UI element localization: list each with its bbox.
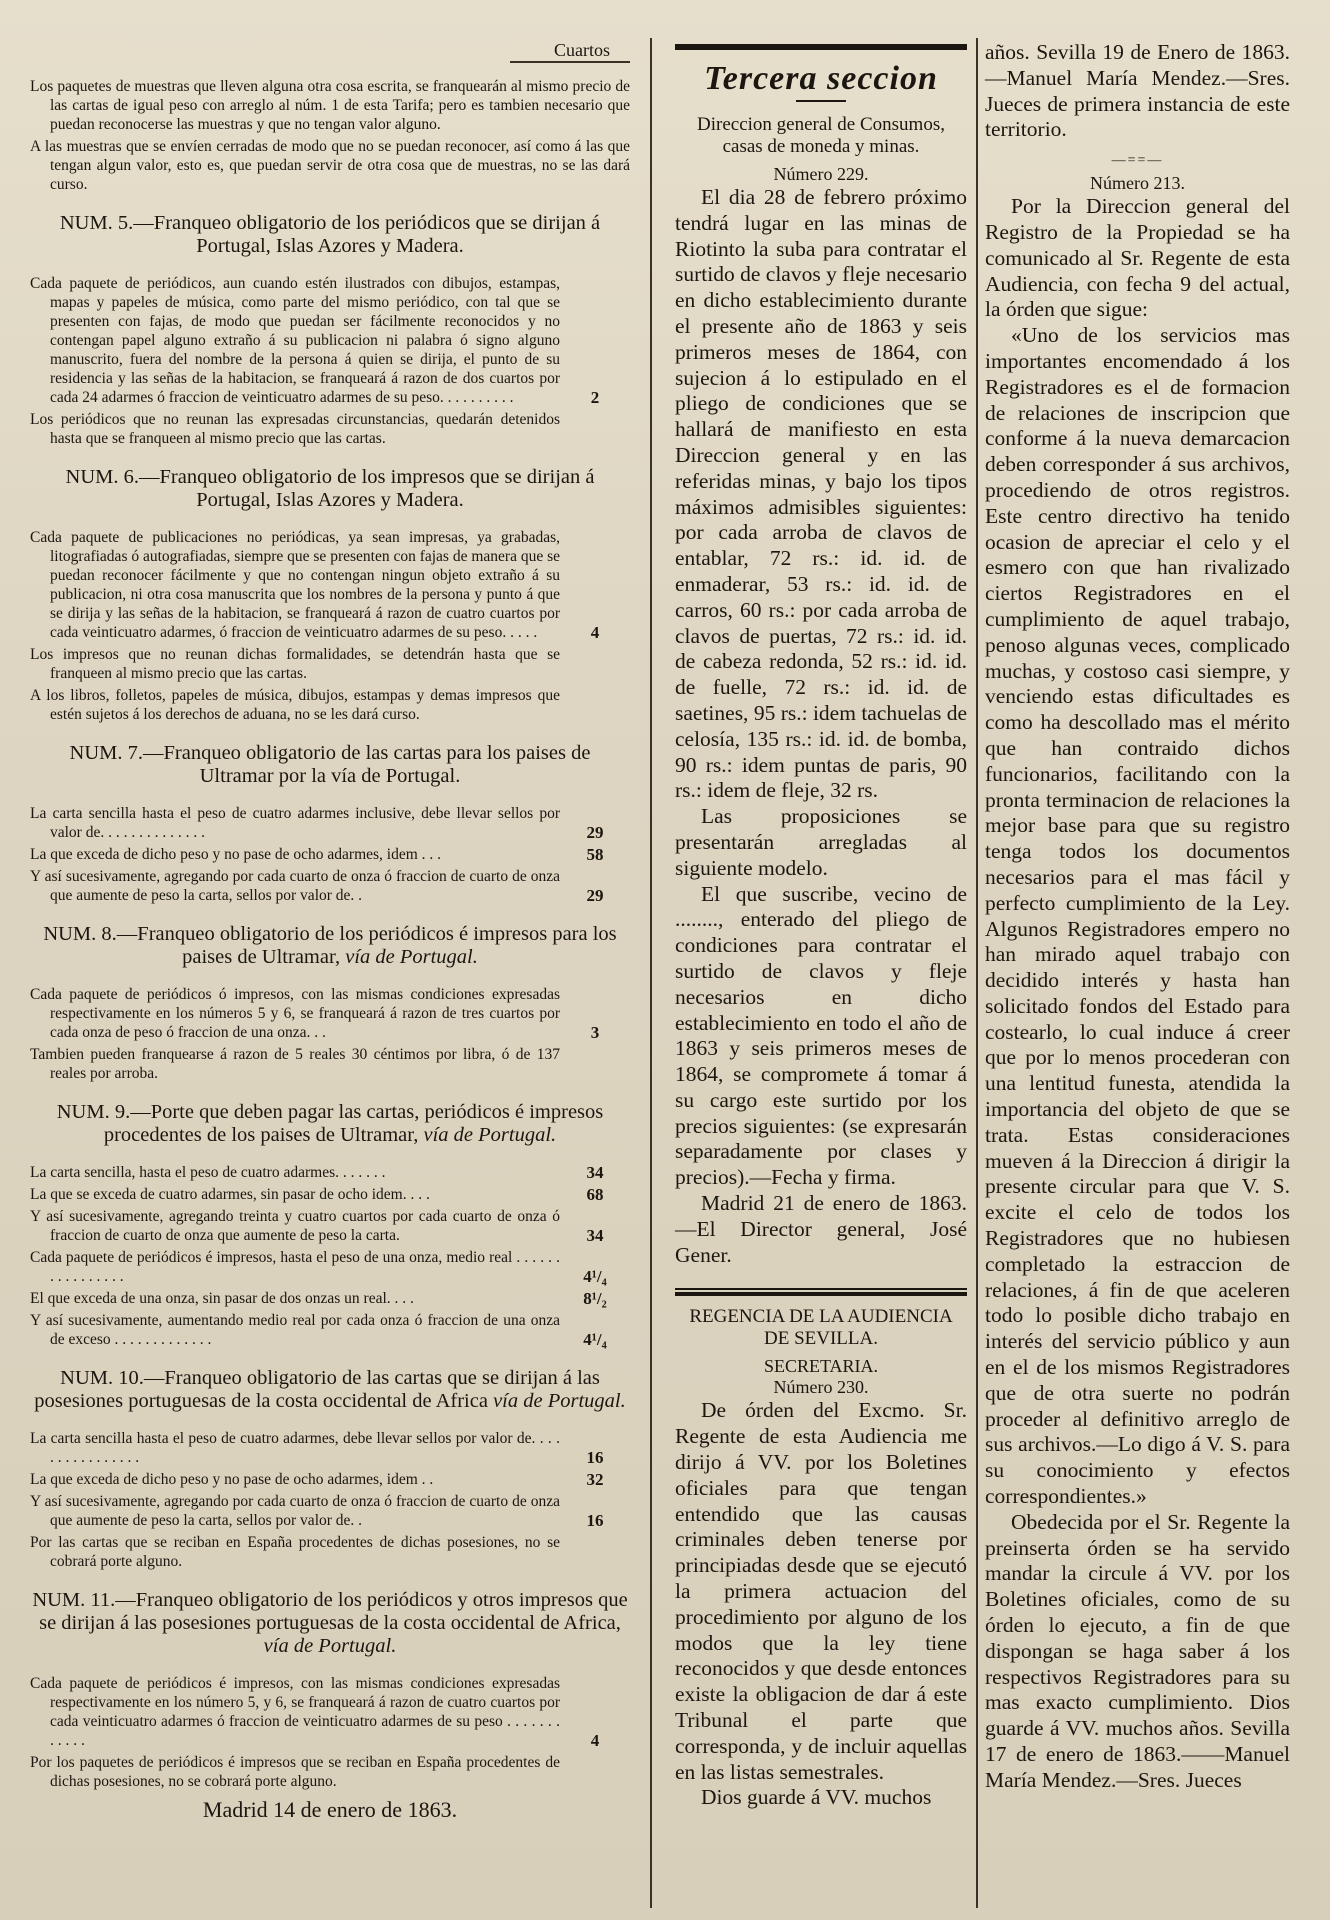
tariff-row [30, 1470, 630, 1489]
tariff-value: 8¹/₂ [583, 1289, 607, 1308]
tariff-value: 3 [590, 1023, 600, 1042]
title-rule [796, 100, 846, 102]
intro-line: Los paquetes de muestras que lleven alguna otra cosa escrita, se franquearán al mismo precio de las cartas de igual peso con arreglo al núm. 1 de esta Tarifa; pero es tambien necesario que puedan reconocerse las muestras y que no tengan valor alguno. [30, 78, 630, 133]
tariff-text: La que exceda de dicho peso y no pase de ocho adarmes, idem . . . [30, 846, 442, 863]
intro-block [30, 77, 630, 194]
double-rule [675, 1288, 967, 1296]
tariff-value: 4 [590, 1731, 600, 1750]
notice-229 [675, 185, 967, 1268]
tariff-value: 16 [586, 1511, 604, 1530]
tariff-text: El que exceda de una onza, sin pasar de dos onzas un real. . . . [30, 1290, 414, 1307]
tariff-row [30, 274, 630, 407]
notice-number: Número 230. [773, 1377, 869, 1398]
tariff-text: Los impresos que no reunan dichas formalidades, se detendrán hasta que se franqueen al mismo precio que las cartas. [30, 646, 560, 682]
tariff-row [30, 410, 630, 448]
notice-paragraph: «Uno de los servicios mas importantes encomendado á los Registradores es el de formacion de relaciones de inscripcion que conforme á la nueva demarcacion deben corresponder á sus archivos, procediendo de otros registros. Este centro directivo ha tenido ocasion de apreciar el celo y el esmero con que han rivalizado ciertos Registradores en el cumplimiento de aquel trabajo, penoso algunas veces, complicado muchas, y costoso casi siempre, y venciendo estas dificultades es como ha descollado mas el mérito que han contraido dichos funcionarios, facilitando con la pronta terminacion de relaciones la mejor base para que su registro tenga todos los documentos necesarios para el mas fácil y perfecto cumplimiento de la Ley. Algunos Registradores empero no han mirado aquel trabajo con decidido interés y hasta han solicitado fondos del Estado para costearlo, lo cual induce á creer que por lo menos procederan con una lentitud funesta, atendida la importancia del objeto de que se trata. Estas consideraciones mueven á la Direccion á dirigir la presente circular para que V. S. excite el celo de todos los Registradores que no hubiesen completado la estraccion de relaciones, á fin de que aceleren todo lo posible dicho trabajo en interés del servicio público y aun en el de los mismos Registradores que de otra suerte no podrán proceder al definitivo arreglo de sus archivos.—Lo digo á V. S. para su conocimiento y efectos correspondientes.» [985, 323, 1290, 1509]
column-rule-left [650, 38, 652, 1908]
num10-heading: NUM. 10.—Franqueo obligatorio de las cartas que se dirijan á las posesiones portuguesas de la costa occidental de Africa vía de Portugal. [34, 1367, 626, 1412]
tariff-text: Cada paquete de publicaciones no periódicas, ya sean impresas, ya grabadas, litografiadas ó autografiadas, siempre que se presenten con fajas de manera que se puedan reconocer fácilmente y que no contengan ningun objeto extraño á su publicacion, ni otra cosa manuscrita que los nombres de la persona y punto á que se dirija y las señas de la habitacion, se franqueará á razon de cuatro cuartos por cada veinticuatro adarmes, ó fraccion de veinticuatro adarmes de su peso. . . . . [30, 529, 560, 641]
notice-213 [985, 194, 1290, 1793]
tariff-text: Cada paquete de periódicos ó impresos, con las mismas condiciones expresadas respectivamente en los números 5 y 6, se franqueará á razon de tres cuartos por cada onza de peso ó fraccion de una onza. . . [30, 986, 560, 1041]
tariff-value: 4 [590, 623, 600, 642]
column-rule-right [976, 38, 978, 1908]
secretaria-label: SECRETARIA. [763, 1356, 879, 1377]
tariff-text: Por los paquetes de periódicos é impresos que se reciban en España procedentes de dichas posesiones, no se cobrará porte alguno. [30, 1754, 560, 1790]
tariff-row [30, 1533, 630, 1571]
notice-number: Número 213. [1090, 173, 1185, 194]
tariff-text: Cada paquete de periódicos é impresos, hasta el peso de una onza, medio real . . . . . . . . . . . . . . . . [30, 1249, 560, 1285]
tariff-text: Y así sucesivamente, agregando treinta y cuatro cuartos por cada cuarto de onza ó fraccion de cuarto de onza que aumente de peso la carta. [30, 1208, 560, 1244]
num11-items [30, 1674, 630, 1791]
tariff-row [30, 1674, 630, 1750]
tariff-footer: Madrid 14 de enero de 1863. [202, 1797, 458, 1822]
notice-paragraph: El dia 28 de febrero próximo tendrá lugar en las minas de Riotinto la suba para contratar el surtido de clavos y fleje necesario en dicho establecimiento durante el presente año de 1863 y seis primeros meses de 1864, con sujecion á lo estipulado en el pliego de condiciones que se hallará de manifiesto en esta Direccion general y en las referidas minas, y bajo los tipos máximos admisibles siguientes: por cada arroba de clavos de entablar, 72 rs.: id. id. de enmaderar, 53 rs.: id. id. de carros, 60 rs.: por cada arroba de clavos de puertas, 72 rs.: id. id. de cabeza redonda, 52 rs.: id. id. de fuelle, 72 rs.: id. id. de saetines, 95 rs.: idem tachuelas de celosía, 135 rs.: id. id. de bomba, 90 rs.: idem puntas de paris, 90 rs.: idem de fleje, 32 rs. [675, 185, 967, 803]
num8-items [30, 985, 630, 1083]
num8-heading: NUM. 8.—Franqueo obligatorio de los periódicos é impresos para los paises de Ultramar, vía de Portugal. [43, 923, 617, 968]
tariff-value: 29 [586, 886, 604, 905]
notice-paragraph: Las proposiciones se presentarán arregladas al siguiente modelo. [675, 804, 967, 880]
top-rule [675, 44, 967, 50]
tariff-value: 68 [586, 1185, 604, 1204]
num9-heading: NUM. 9.—Porte que deben pagar las cartas, periódicos é impresos procedentes de los paises de Ultramar, vía de Portugal. [56, 1101, 604, 1146]
middle-column [675, 40, 967, 1811]
tariff-value: 34 [586, 1163, 604, 1182]
tariff-text: Tambien pueden franquearse á razon de 5 reales 30 céntimos por libra, ó de 137 reales por arroba. [30, 1046, 560, 1082]
tariff-row [30, 985, 630, 1042]
tariff-text: La que exceda de dicho peso y no pase de ocho adarmes, idem . . [30, 1471, 434, 1488]
tariff-value: 32 [586, 1470, 604, 1489]
tariff-text: La que se exceda de cuatro adarmes, sin pasar de ocho idem. . . . [30, 1186, 430, 1203]
tariff-row [30, 804, 630, 842]
tariff-row [30, 1185, 630, 1204]
tariff-value: 4¹/₄ [583, 1330, 607, 1349]
notice-paragraph: Madrid 21 de enero de 1863. —El Director general, José Gener. [675, 1191, 967, 1267]
tariff-value: 34 [586, 1226, 604, 1245]
tariff-text: La carta sencilla hasta el peso de cuatro adarmes inclusive, debe llevar sellos por valor de. . . . . . . . . . . . . . [30, 805, 560, 841]
tariff-row [30, 1429, 630, 1467]
num9-items [30, 1163, 630, 1349]
tariff-row [30, 645, 630, 683]
tariff-text: Y así sucesivamente, agregando por cada cuarto de onza ó fraccion de cuarto de onza que aumente de peso la carta, sellos por valor de. . [30, 1493, 560, 1529]
tariff-row [30, 845, 630, 864]
tariff-row [30, 1753, 630, 1791]
tariff-text: Cada paquete de periódicos é impresos, con las mismas condiciones expresadas respectivamente en los número 5, y 6, se franqueará á razon de cuatro cuartos por cada veinticuatro adarmes ó fraccion de veinticuatro adarmes de su peso . . . . . . . . . . . . [30, 1675, 560, 1749]
notice-paragraph: El que suscribe, vecino de ........, enterado del pliego de condiciones para contratar el surtido de clavos y fleje necesarios en dicho establecimiento en todo el año de 1863 y seis primeros meses de 1864, se compromete á tomar á su cargo este surtido por los precios siguientes: (se expresarán separadamente por clases y precios).—Fecha y firma. [675, 881, 967, 1190]
tariff-row [30, 1492, 630, 1530]
intro-line: A las muestras que se envíen cerradas de modo que no se puedan reconocer, así como á las que tengan algun valor, esto es, que puedan servir de otra cosa que de muestras, no se las dará curso. [30, 138, 630, 193]
notice-paragraph: Obedecida por el Sr. Regente la preinserta órden se ha servido mandar la circule á VV. por los Boletines oficiales, como de su órden lo ejecuto, a fin de que dispongan se haga saber á los respectivos Registradores para su mas exacto cumplimiento. Dios guarde á VV. muchos años. Sevilla 17 de enero de 1863.——Manuel María Mendez.—Sres. Jueces [985, 1509, 1290, 1792]
tariff-value: 58 [586, 845, 604, 864]
tariff-row [30, 1207, 630, 1245]
notice-paragraph: Por la Direccion general del Registro de la Propiedad se ha comunicado al Sr. Regente de esta Audiencia, con fecha 9 del actual, la órden que sigue: [985, 194, 1290, 322]
cuartos-header: Cuartos [510, 40, 630, 63]
num6-heading: NUM. 6.—Franqueo obligatorio de los impresos que se dirijan á Portugal, Islas Azores y Madera. [65, 466, 595, 511]
notice-paragraph: De órden del Excmo. Sr. Regente de esta Audiencia me dirijo á VV. por los Boletines oficiales para que tengan entendido que las causas criminales deben tenerse por principiadas desde que se ejecutó la primera actuacion del procedimiento por alguno de los modos que la ley tiene reconocidos y que desde entonces existe la obligacion de dar á este Tribunal el parte que corresponda, y de incluir aquellas en las listas semestrales. [675, 1398, 967, 1784]
continuation-text: años. Sevilla 19 de Enero de 1863.—Manuel María Mendez.—Sres. Jueces de primera instancia de este territorio. [985, 40, 1290, 142]
direccion-title: Direccion general de Consumos, casas de moneda y minas. [697, 114, 945, 157]
right-column [985, 40, 1290, 1794]
tariff-row [30, 1248, 630, 1286]
tariff-text: Cada paquete de periódicos, aun cuando estén ilustrados con dibujos, estampas, mapas y papeles de música, como parte del mismo periódico, con tal que se presenten con fajas, de modo que puedan ser fácilmente reconocidos y no contengan papel alguno extraño á su publicacion ni palabra ó signo alguno manuscrito, fuera del nombre de la persona á quien se dirija, el punto de su residencia y las señas de la habitacion, se franqueará á razon de dos cuartos por cada 24 adarmes ó fraccion de veinticuatro adarmes de su peso. . . . . . . . . . [30, 275, 560, 406]
tariff-text: Por las cartas que se reciban en España procedentes de dichas posesiones, no se cobrará porte alguno. [30, 1534, 560, 1570]
tariff-text: La carta sencilla, hasta el peso de cuatro adarmes. . . . . . . [30, 1164, 386, 1181]
num10-items [30, 1429, 630, 1571]
tariff-text: A los libros, folletos, papeles de música, dibujos, estampas y demas impresos que estén sujetos á los derechos de aduana, no se les dará curso. [30, 687, 560, 723]
tariff-text: Los periódicos que no reunan las expresadas circunstancias, quedarán detenidos hasta que se franqueen al mismo precio que las cartas. [30, 411, 560, 447]
tariff-row [30, 1311, 630, 1349]
section-title: Tercera seccion [704, 60, 938, 97]
num11-heading: NUM. 11.—Franqueo obligatorio de los periódicos y otros impresos que se dirijan á las posesiones portuguesas de la costa occidental de Africa, vía de Portugal. [32, 1589, 628, 1657]
tariff-value: 29 [586, 823, 604, 842]
num6-items [30, 528, 630, 724]
tariff-text: Y así sucesivamente, agregando por cada cuarto de onza ó fraccion de cuarto de onza que aumente de peso la carta, sellos por valor de. . [30, 868, 560, 904]
num5-heading: NUM. 5.—Franqueo obligatorio de los periódicos que se dirijan á Portugal, Islas Azores y Madera. [59, 212, 601, 257]
regencia-title: REGENCIA DE LA AUDIENCIA DE SEVILLA. [689, 1306, 953, 1350]
tariff-text: La carta sencilla hasta el peso de cuatro adarmes, debe llevar sellos por valor de. . . . . . . . . . . . . . . . [30, 1430, 560, 1466]
num7-heading: NUM. 7.—Franqueo obligatorio de las cartas para los paises de Ultramar por la vía de Portugal. [69, 742, 591, 787]
notice-230 [675, 1398, 967, 1811]
tariff-row [30, 1163, 630, 1182]
separator: —==— [1111, 153, 1164, 169]
tariff-value: 2 [590, 388, 600, 407]
num7-items [30, 804, 630, 905]
tariff-row [30, 1289, 630, 1308]
notice-paragraph: Dios guarde á VV. muchos [701, 1785, 932, 1810]
tariff-row [30, 528, 630, 642]
notice-number: Número 229. [773, 164, 869, 184]
tariff-row [30, 686, 630, 724]
tariff-row [30, 1045, 630, 1083]
tariff-value: 16 [586, 1448, 604, 1467]
num5-items [30, 274, 630, 448]
tariff-column [30, 40, 630, 1823]
tariff-row [30, 867, 630, 905]
tariff-value: 4¹/₄ [583, 1267, 607, 1286]
tariff-text: Y así sucesivamente, aumentando medio real por cada onza ó fraccion de una onza de exceso . . . . . . . . . . . . . [30, 1312, 560, 1348]
